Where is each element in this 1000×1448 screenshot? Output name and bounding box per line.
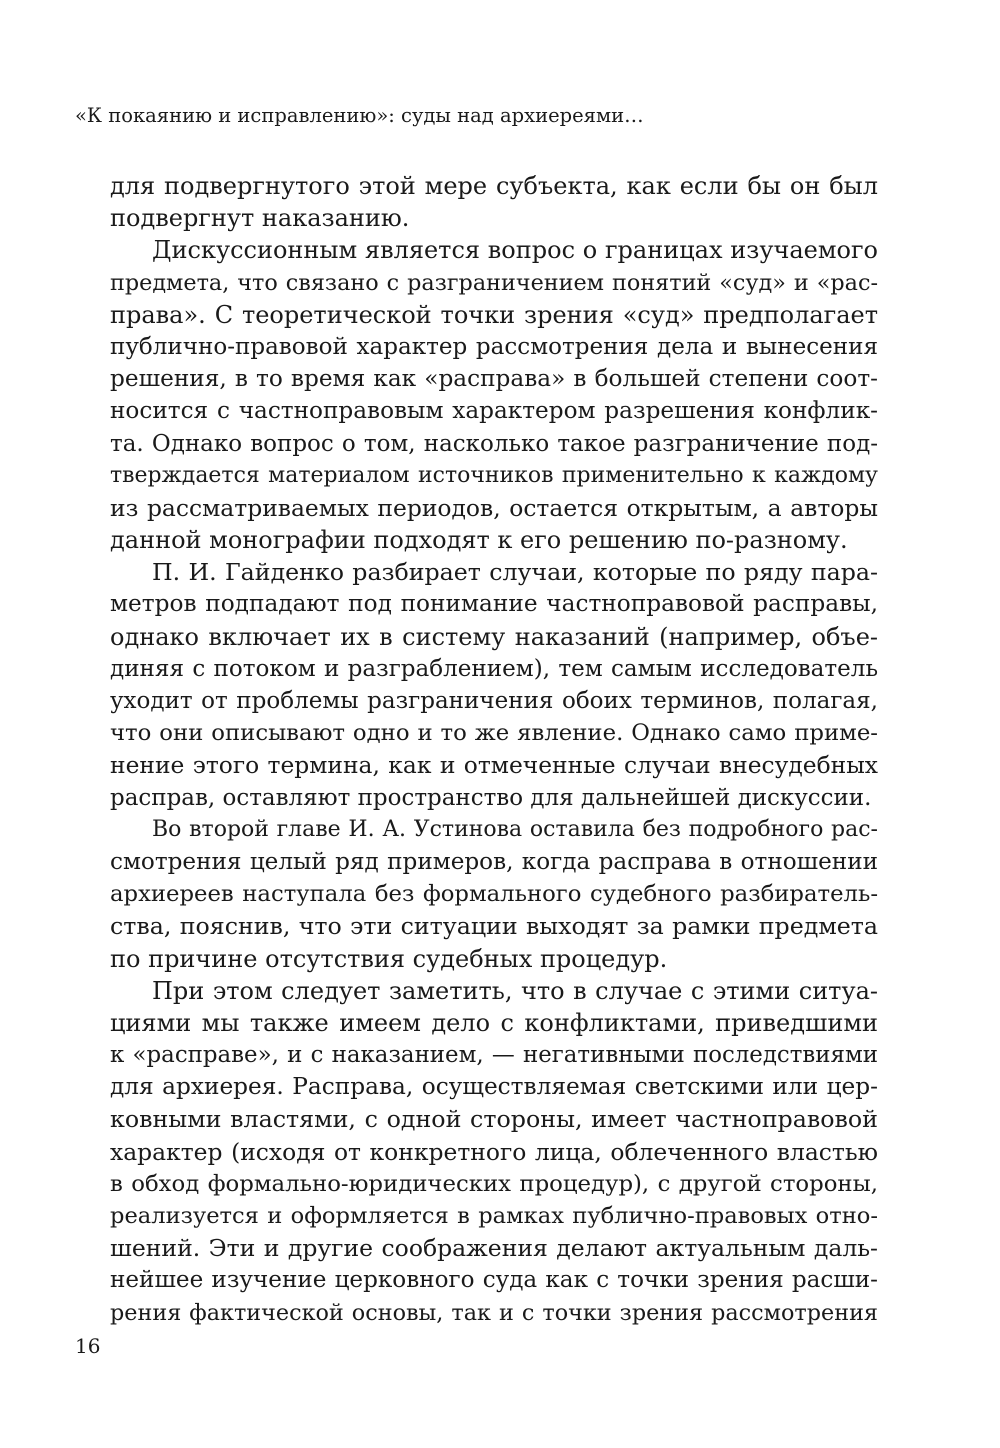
body-text [110,170,878,1329]
text-line: данной монографии подходят к его решению по-разному. [110,526,848,555]
text-line: циями мы также имеем дело с конфликтами, приведшими [110,1008,878,1037]
text-line: что они описывают одно и то же явление. Однако само приме- [110,720,878,747]
text-line: права». С теоретической точки зрения «суд» предполагает [110,300,878,329]
text-line: ковными властями, с одной стороны, имеет частноправовой [110,1105,878,1134]
text-line: метров подпадают под понимание частноправовой расправы, [110,590,878,618]
text-line: реализуется и оформляется в рамках публично-правовых отно- [110,1203,878,1229]
text-line: однако включает их в систему наказаний (например, объе- [110,622,878,651]
text-line: в обход формально-юридических процедур), с другой стороны, [110,1170,878,1197]
text-line: тверждается материалом источников применительно к каждому [110,462,878,488]
text-line: решения, в то время как «расправа» в большей степени соот- [110,365,878,393]
text-line: нение этого термина, как и отмеченные случаи внесудебных [110,751,878,780]
text-line: характер (исходя от конкретного лица, облеченного властью [110,1137,878,1166]
text-line: для архиерея. Расправа, осуществляемая светскими или цер- [110,1073,878,1101]
text-line: по причине отсутствия судебных процедур. [110,944,668,973]
page-number: 16 [75,1334,101,1358]
text-line: архиереев наступала без формального судебного разбиратель- [110,881,878,908]
text-line: к «расправе», и с наказанием, — негативными последствиями [110,1042,878,1069]
text-line: П. И. Гайденко разбирает случаи, которые по ряду пара- [152,558,878,587]
text-line: подвергнут наказанию. [110,204,410,233]
text-line: из рассматриваемых периодов, остается открытым, а авторы [110,493,878,522]
text-line: рения фактической основы, так и с точки зрения рассмотрения [110,1299,878,1326]
text-line: та. Однако вопрос о том, насколько такое разграничение под- [110,430,878,457]
text-line: предмета, что связано с разграничением понятий «суд» и «рас- [110,269,878,296]
text-line: ства, пояснив, что эти ситуации выходят за рамки предмета [110,912,878,941]
text-line: публично-правовой характер рассмотрения дела и вынесения [110,333,878,360]
text-line: уходит от проблемы разграничения обоих терминов, полагая, [110,688,878,714]
text-line: шений. Эти и другие соображения делают актуальным даль- [110,1234,878,1263]
text-line: смотрения целый ряд примеров, когда расправа в отношении [110,848,878,875]
text-line: расправ, оставляют пространство для дальнейшей дискуссии. [110,784,872,811]
text-line: диняя с потоком и разграблением), тем самым исследователь [110,655,878,682]
text-line: для подвергнутого этой мере субъекта, как если бы он был [110,172,878,200]
text-line: При этом следует заметить, что в случае с этими ситуа- [152,976,878,1005]
text-line: носится с частноправовым характером разрешения конфлик- [110,397,878,425]
text-line: Дискуссионным является вопрос о границах изучаемого [152,236,878,265]
text-line: Во второй главе И. А. Устинова оставила без подробного рас- [152,816,878,842]
text-line: нейшее изучение церковного суда как с точки зрения расши- [110,1267,878,1294]
running-head: «К покаянию и исправлению»: суды над архиереями… [75,104,644,127]
